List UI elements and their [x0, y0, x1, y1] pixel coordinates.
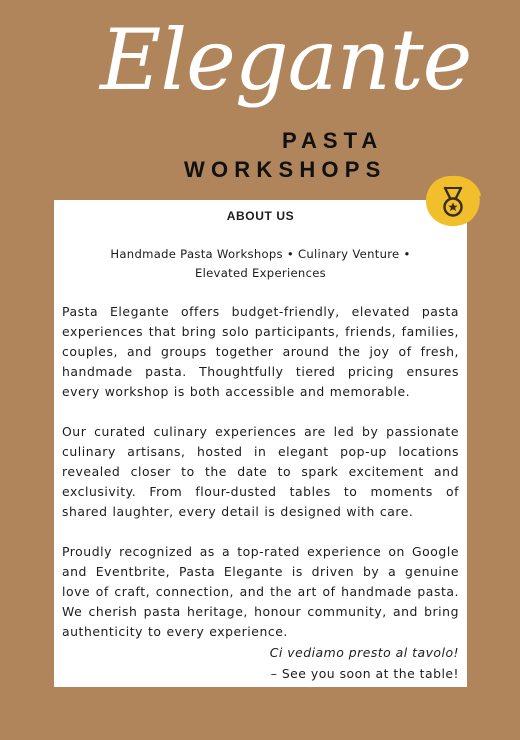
- closing: [62, 642, 459, 684]
- about-card: [54, 200, 467, 687]
- closing-italian: Ci vediamo presto al tavolo!: [269, 645, 459, 660]
- header: [0, 0, 520, 200]
- about-paragraph-2: Our curated culinary experiences are led by passionate culinary artisans, hosted in elegant pop-up locations revealed closer to the date to spark excitement and exclusivity. From flour-dusted tables to moments of shared laughter, every detail is designed with care.: [62, 424, 459, 519]
- closing-english: – See you soon at the table!: [270, 666, 459, 681]
- subtitle-workshops: WORKSHOPS: [184, 157, 387, 182]
- tagline-line-1: Handmade Pasta Workshops • Culinary Venture •: [110, 247, 411, 261]
- subtitle-pasta: PASTA: [282, 128, 384, 153]
- tagline-line-2: Elevated Experiences: [194, 266, 327, 280]
- about-paragraph-1: Pasta Elegante offers budget-friendly, elevated pasta experiences that bring solo participants, friends, families, couples, and groups together around the joy of fresh, handmade pasta. Thoughtfully tiered pricing ensures every workshop is both accessible and memorable.: [62, 304, 459, 399]
- about-paragraph-3: Proudly recognized as a top-rated experience on Google and Eventbrite, Pasta Elegante is driven by a genuine love of craft, connection, and the art of handmade pasta. We cherish pasta heritage, honour community, and bring authenticity to every experience.: [62, 544, 459, 639]
- medal-icon: [424, 174, 482, 228]
- tagline: [62, 245, 459, 283]
- script-title: Elegante: [100, 11, 472, 109]
- about-heading: ABOUT US: [226, 209, 295, 223]
